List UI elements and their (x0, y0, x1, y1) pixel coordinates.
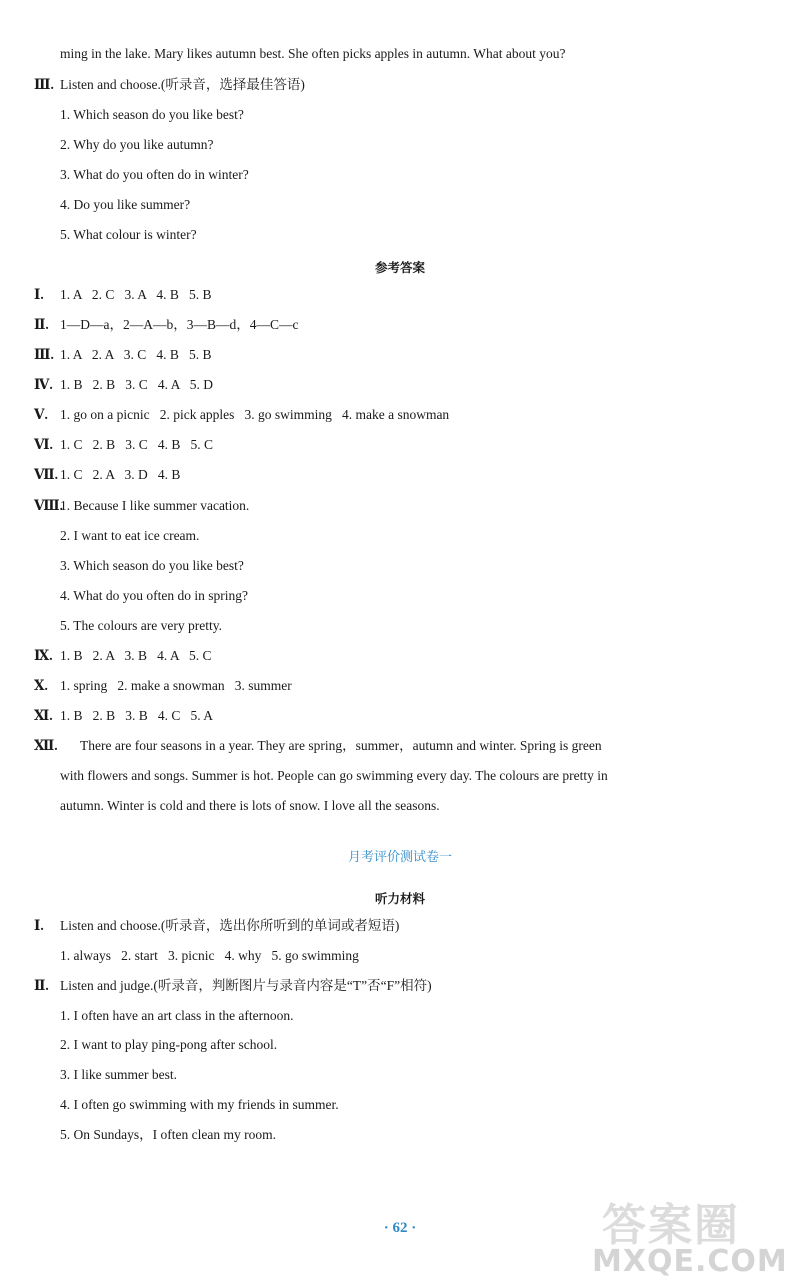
page-number: · 62 · (383, 1220, 417, 1236)
roman-numeral: Ⅷ. (34, 498, 64, 513)
roman-numeral: Ⅰ. (34, 918, 44, 933)
watermark-en: MXQE.COM (592, 1244, 788, 1279)
roman-numeral: Ⅵ. (34, 437, 53, 452)
answers-heading: 参考答案 (374, 260, 425, 275)
roman-numeral: Ⅹ. (34, 678, 48, 693)
roman-numeral: Ⅱ. (34, 317, 49, 332)
line-text: 3. Which season do you like best? (60, 558, 244, 573)
roman-numeral: Ⅶ. (34, 467, 58, 482)
line-text: 2. I want to eat ice cream. (60, 528, 200, 543)
roman-numeral: Ⅴ. (34, 407, 48, 422)
line-text: autumn. Winter is cold and there is lots of snow. I love all the seasons. (60, 798, 440, 813)
line-text: Listen and choose.(听录音，选择最佳答语) (60, 77, 305, 92)
line-text: 5. What colour is winter? (60, 227, 197, 242)
line-text: 1. B 2. A 3. B 4. A 5. C (60, 648, 212, 663)
listening-heading: 听力材料 (374, 891, 425, 906)
roman-numeral: Ⅳ. (34, 377, 53, 392)
line-text: 5. On Sundays，I often clean my room. (60, 1127, 276, 1142)
line-text: Listen and judge.(听录音，判断图片与录音内容是“T”否“F”相符) (60, 978, 432, 993)
line-text: 1. C 2. A 3. D 4. B (60, 467, 181, 482)
line-text: 2. Why do you like autumn? (60, 137, 214, 152)
line-text: 1. A 2. C 3. A 4. B 5. B (60, 287, 212, 302)
watermark-logo (582, 1189, 788, 1279)
line-text: 4. What do you often do in spring? (60, 588, 248, 603)
watermark-cn: 答案圈 (602, 1200, 740, 1251)
line-text: 1—D—a，2—A—b，3—B—d，4—C—c (60, 317, 299, 332)
line-text: 4. I often go swimming with my friends in summer. (60, 1097, 339, 1112)
roman-numeral: Ⅺ. (34, 708, 53, 723)
line-text: 4. Do you like summer? (60, 197, 191, 212)
line-text: 1. spring 2. make a snowman 3. summer (60, 678, 292, 693)
line-text: 1. go on a picnic 2. pick apples 3. go swimming 4. make a snowman (60, 407, 450, 422)
roman-numeral: Ⅻ. (34, 738, 58, 753)
section-title: 月考评价测试卷一 (347, 850, 452, 865)
line-text: 5. The colours are very pretty. (60, 618, 222, 633)
line-text: 1. B 2. B 3. C 4. A 5. D (60, 377, 214, 392)
line-text: Listen and choose.(听录音，选出你所听到的单词或者短语) (60, 918, 400, 933)
roman-numeral: Ⅲ. (34, 347, 54, 362)
line-text: 1. Because I like summer vacation. (60, 498, 250, 513)
line-text: 1. Which season do you like best? (60, 107, 244, 122)
line-text: 2. I want to play ping-pong after school. (60, 1037, 278, 1052)
roman-numeral: Ⅰ. (34, 287, 44, 302)
roman-numeral: Ⅲ. (34, 77, 54, 92)
roman-numeral: Ⅸ. (34, 648, 53, 663)
line-text: with flowers and songs. Summer is hot. People can go swimming every day. The colours are pretty in (60, 768, 608, 783)
line-text: 3. I like summer best. (60, 1067, 177, 1082)
line-text: 1. I often have an art class in the afternoon. (60, 1008, 294, 1023)
line-text: There are four seasons in a year. They are spring，summer，autumn and winter. Spring is green (60, 738, 602, 753)
line-text: 1. C 2. B 3. C 4. B 5. C (60, 437, 214, 452)
line-text: ming in the lake. Mary likes autumn best. She often picks apples in autumn. What about you? (60, 46, 566, 61)
line-text: 1. A 2. A 3. C 4. B 5. B (60, 347, 212, 362)
line-text: 3. What do you often do in winter? (60, 167, 249, 182)
line-text: 1. always 2. start 3. picnic 4. why 5. go swimming (60, 948, 359, 963)
roman-numeral: Ⅱ. (34, 978, 49, 993)
line-text: 1. B 2. B 3. B 4. C 5. A (60, 708, 214, 723)
